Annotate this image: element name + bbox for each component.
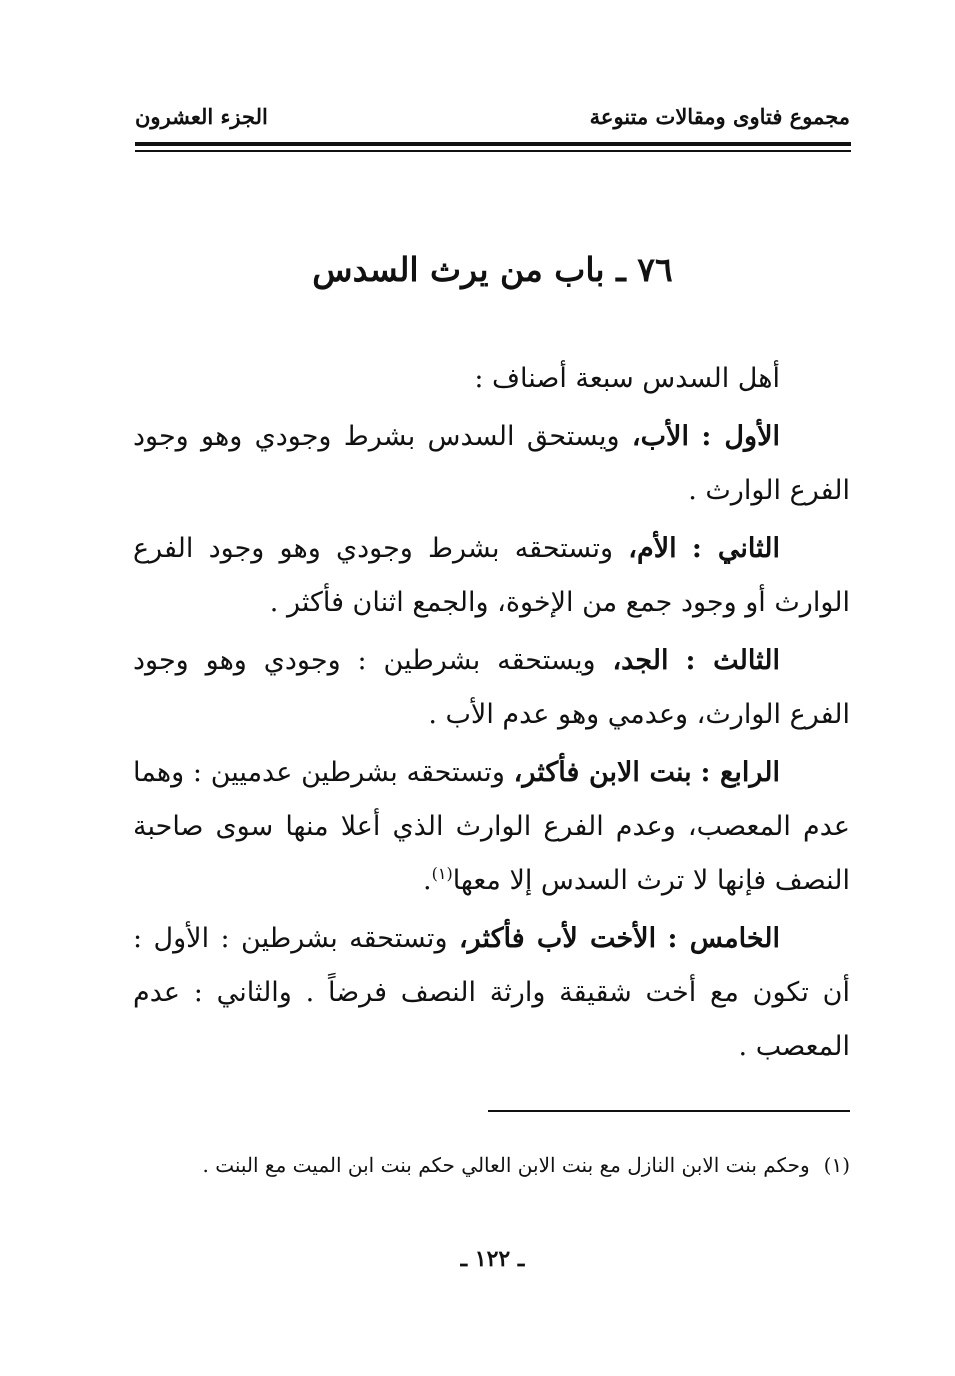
- section-text: وتستحقه بشرطين عدميين : وهما عدم المعصب، وعدم الفرع الوارث الذي أعلا منها سوى صاحبة النصف فإنها لا ترث السدس إلا معها: [133, 757, 850, 896]
- heir-name: الأخت لأب فأكثر،: [458, 923, 657, 954]
- header-rule-thick: [135, 142, 851, 146]
- body-text: [133, 352, 850, 1074]
- volume-label: الجزء العشرون: [135, 103, 268, 129]
- section-label: الثاني :: [691, 533, 780, 564]
- heir-name: بنت الابن فأكثر،: [513, 757, 692, 788]
- page-number: ـ ١٢٢ ـ: [460, 1246, 525, 1272]
- section-text: ويستحقه بشرطين : وجودي وهو وجود الفرع الوارث، وعدمي وهو عدم الأب .: [133, 645, 850, 730]
- section-text: وتستحقه بشرطين : الأول : أن تكون مع أخت شقيقة وارثة النصف فرضاً . والثاني : عدم المعصب .: [133, 923, 850, 1062]
- section-text-end: .: [423, 865, 432, 896]
- heir-name: الأب،: [631, 421, 689, 452]
- book-title: مجموع فتاوى ومقالات متنوعة: [589, 103, 850, 129]
- section-second: [133, 522, 850, 630]
- section-text: ويستحق السدس بشرط وجودي وهو وجود الفرع الوارث .: [133, 421, 850, 506]
- heir-name: الجد،: [612, 645, 669, 676]
- footnote-reference[interactable]: (١): [431, 864, 453, 883]
- section-third: [133, 634, 850, 742]
- footnote-separator: [488, 1110, 850, 1112]
- intro-paragraph: أهل السدس سبعة أصناف :: [474, 363, 780, 394]
- section-label: الأول :: [701, 421, 780, 452]
- running-header: [135, 98, 850, 134]
- footnote: [133, 1148, 850, 1182]
- chapter-title: ٧٦ ـ باب من يرث السدس: [312, 250, 673, 289]
- heir-name: الأم،: [628, 533, 677, 564]
- section-fourth: [133, 746, 850, 908]
- section-label: الخامس :: [667, 923, 781, 954]
- footnote-number: (١): [823, 1153, 850, 1177]
- section-label: الرابع :: [700, 757, 780, 788]
- header-rule-thin: [135, 150, 851, 152]
- footnote-text: وحكم بنت الابن النازل مع بنت الابن العالي حكم بنت ابن الميت مع البنت .: [202, 1153, 810, 1177]
- section-label: الثالث :: [685, 645, 781, 676]
- section-text: وتستحقه بشرط وجودي وهو وجود الفرع الوارث أو وجود جمع من الإخوة، والجمع اثنان فأكثر .: [133, 533, 850, 618]
- section-first: [133, 410, 850, 518]
- section-fifth: [133, 912, 850, 1074]
